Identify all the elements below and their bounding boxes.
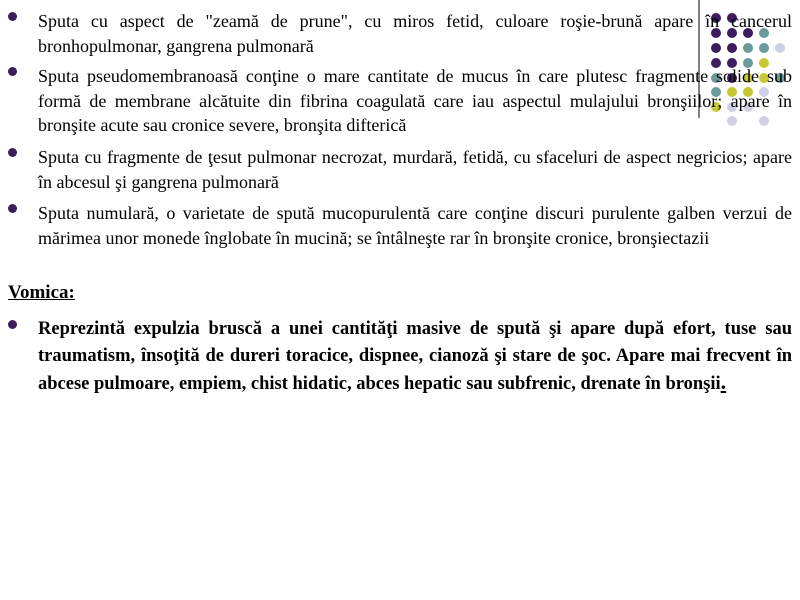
bullet-text: Sputa cu aspect de "zeamă de prune", cu miros fetid, culoare roşie-brună apare în cancerul bronhopulmonar, gangrena pulmonară — [38, 11, 792, 56]
bullet-icon — [8, 12, 17, 21]
bullet-icon — [8, 204, 17, 213]
vomica-text — [38, 316, 792, 398]
bullet-text: Sputa cu fragmente de ţesut pulmonar necrozat, murdară, fetidă, cu sfaceluri de aspect negricios; apare în abcesul şi gangrena pulmonară — [38, 147, 792, 192]
bullet-icon — [8, 148, 17, 157]
vomica-period: . — [720, 369, 727, 394]
bullet-text: Sputa numulară, o varietate de spută mucopurulentă care conţine discuri purulente galben verzui de mărimea unor monede înglobate în mucină; se întâlneşte rar în bronşite cronice, bronşiectazii — [38, 203, 792, 248]
vomica-body: Reprezintă expulzia bruscă a unei cantităţi masive de spută şi apare după efort, tuse sau traumatism, însoţită de dureri toracice, dispnee, cianoză şi stare de şoc. Apare mai frecvent în abcese pulmoare, empiem, chist hidatic, abces hepatic sau subfrenic, drenate în bronşii — [38, 319, 792, 394]
bullet-text: Sputa pseudomembranoasă conţine o mare cantitate de mucus în care plutesc fragmente solide sub formă de membrane alcătuite din fibrina coagulată care iau aspectul mulajului bronşiilor; apare în bronşite acute sau cronice severe, bronşita difterică — [38, 66, 792, 135]
bullet-icon — [8, 67, 17, 76]
section-heading: Vomica: — [8, 282, 75, 303]
bullet-icon — [8, 320, 17, 329]
